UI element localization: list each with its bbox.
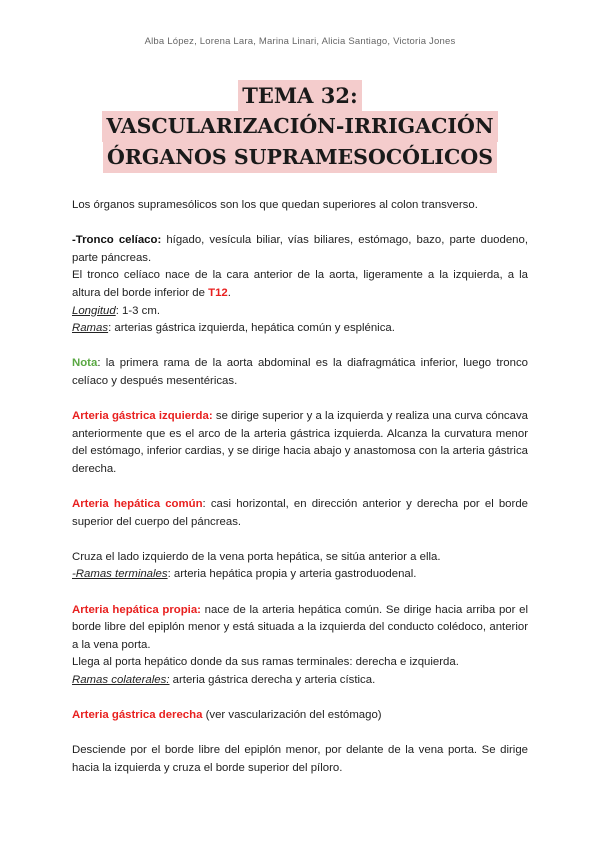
title-line-3: ÓRGANOS SUPRAMESOCÓLICOS [103, 142, 497, 173]
ramas-colaterales-value: arteria gástrica derecha y arteria cística. [169, 674, 376, 687]
hepatica-comun-ramas-line [72, 566, 528, 584]
document-body [72, 197, 528, 778]
gastrica-derecha-heading [72, 707, 528, 725]
gastrica-izquierda-label: Arteria gástrica izquierda: [72, 410, 213, 423]
title-line-2: VASCULARIZACIÓN-IRRIGACIÓN [102, 111, 497, 142]
nota-text: : la primera rama de la aorta abdominal es la diafragmática inferior, luego tronco celíaco y después mesentéricas. [72, 357, 528, 387]
hepatica-comun-cruza: Cruza el lado izquierdo de la vena porta hepática, se sitúa anterior a ella. [72, 550, 441, 563]
hepatica-comun-paragraph [72, 496, 528, 531]
ramas-terminales-value: : arteria hepática propia y arteria gastroduodenal. [167, 568, 417, 581]
hepatica-comun-text: : casi horizontal, en dirección anterior y derecha por el borde superior del cuerpo del páncreas. [72, 498, 528, 528]
tronco-paragraph [72, 232, 528, 267]
authors-header: Alba López, Lorena Lara, Marina Linari, Alicia Santiago, Victoria Jones [144, 36, 456, 47]
gastrica-derecha-text: Desciende por el borde libre del epiplón menor, por delante de la vena porta. Se dirige hacia la izquierda y cruza el borde superior del píloro. [72, 744, 528, 774]
longitud-label: Longitud [72, 304, 116, 317]
hepatica-propia-ramas-line [72, 672, 528, 690]
tronco-origin-end: . [227, 286, 231, 299]
ramas-colaterales-label: Ramas colaterales: [72, 674, 170, 687]
hepatica-propia-label: Arteria hepática propia: [72, 603, 201, 616]
ramas-value: : arterias gástrica izquierda, hepática común y esplénica. [108, 322, 395, 335]
tronco-label: -Tronco celíaco: [72, 234, 162, 247]
gastrica-derecha-label: Arteria gástrica derecha [72, 709, 203, 722]
vertebra-label: T12 [208, 286, 228, 299]
ramas-line [72, 320, 528, 338]
hepatica-propia-paragraph [72, 602, 528, 655]
tronco-origin-paragraph [72, 267, 528, 302]
title-line-1: TEMA 32: [238, 80, 361, 111]
hepatica-comun-label: Arteria hepática común [72, 498, 203, 511]
longitud-value: : 1-3 cm. [115, 304, 161, 317]
gastrica-izquierda-paragraph [72, 408, 528, 478]
nota-paragraph [72, 355, 528, 390]
intro-paragraph: Los órganos supramesólicos son los que quedan superiores al colon transverso. [72, 199, 478, 211]
gastrica-derecha-note: (ver vascularización del estómago) [202, 709, 382, 722]
nota-label: Nota [72, 357, 98, 370]
longitud-line [72, 303, 528, 321]
gastrica-izquierda-text: se dirige superior y a la izquierda y realiza una curva cóncava anteriormente que es el arco de la arteria gástrica izquierda. Alcanza la curvatura menor del estómago, inferior cardias, y se dirige hacia abajo y anastomosa con la arteria gástrica derecha. [72, 410, 528, 475]
tronco-text: hígado, vesícula biliar, vías biliares, estómago, bazo, parte duodeno, parte páncreas. [72, 234, 528, 264]
ramas-terminales-label: -Ramas terminales [72, 568, 168, 581]
tronco-origin-text: El tronco celíaco nace de la cara anterior de la aorta, ligeramente a la izquierda, a la altura del borde inferior de [72, 269, 528, 299]
document-title [0, 80, 600, 173]
ramas-label: Ramas [72, 322, 109, 335]
hepatica-propia-llega: Llega al porta hepático donde da sus ramas terminales: derecha e izquierda. [72, 656, 459, 669]
hepatica-propia-text: nace de la arteria hepática común. Se dirige hacia arriba por el borde libre del epiplón menor y está situada a la izquierda del conducto colédoco, anterior a la vena porta. [72, 603, 528, 651]
